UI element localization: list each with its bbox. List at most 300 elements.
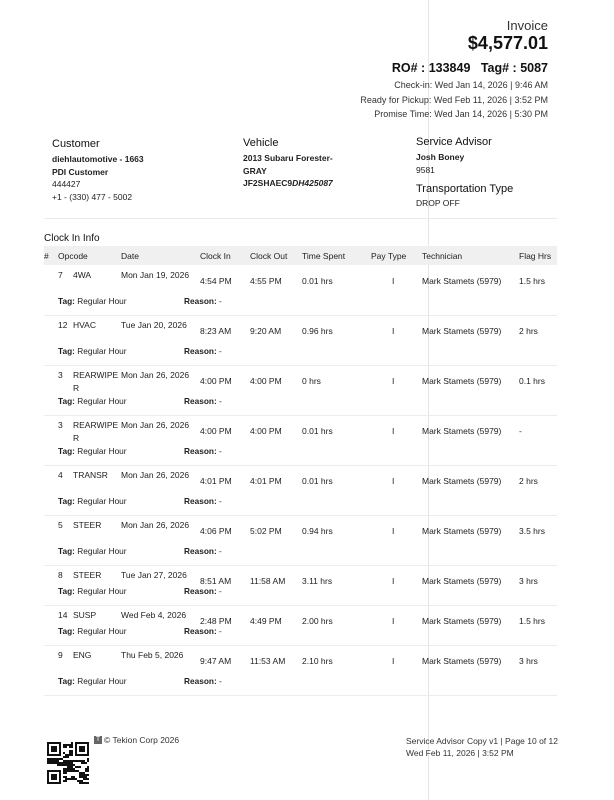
cell-opcode: REARWIPER xyxy=(73,420,119,443)
qr-module xyxy=(57,762,59,764)
qr-module xyxy=(75,754,89,756)
tag-label: Tag: xyxy=(58,546,75,556)
qr-module xyxy=(51,774,57,780)
qr-module xyxy=(47,754,61,756)
row-tag xyxy=(58,546,127,556)
cell-date: Mon Jan 26, 2026 xyxy=(121,470,190,480)
qr-module xyxy=(51,762,53,764)
customer-phone: +1 - (330) 477 - 5002 xyxy=(52,191,133,202)
qr-module xyxy=(65,770,67,772)
qr-module xyxy=(61,762,63,764)
tag-value: Regular Hour xyxy=(77,396,127,406)
qr-module xyxy=(69,754,71,756)
qr-module xyxy=(63,772,65,774)
qr-module xyxy=(65,768,67,770)
cell-clock-out: 4:00 PM xyxy=(250,426,282,436)
cell-time-spent: 0.96 hrs xyxy=(302,326,333,336)
qr-module xyxy=(47,742,61,744)
table-row xyxy=(44,416,557,466)
cell-opcode: 4WA xyxy=(73,270,92,280)
cell-date: Tue Jan 20, 2026 xyxy=(121,320,187,330)
cell-date: Thu Feb 5, 2026 xyxy=(121,650,184,660)
cell-num: 14 xyxy=(58,610,68,620)
cell-technician: Mark Stamets (5979) xyxy=(422,426,502,436)
qr-module xyxy=(47,770,49,784)
advisor-title: Service Advisor xyxy=(416,136,492,148)
cell-technician: Mark Stamets (5979) xyxy=(422,526,502,536)
qr-module xyxy=(77,766,79,768)
qr-module xyxy=(63,746,65,748)
table-row xyxy=(44,646,557,696)
cell-opcode: STEER xyxy=(73,520,102,530)
qr-module xyxy=(53,762,55,764)
qr-module xyxy=(59,742,61,756)
table-row xyxy=(44,316,557,366)
cell-pay-type: I xyxy=(392,426,395,436)
qr-module xyxy=(63,780,65,782)
qr-module xyxy=(81,774,83,776)
tag-label: Tag: xyxy=(58,446,75,456)
reason-label: Reason: xyxy=(184,546,217,556)
cell-flag-hrs: 2 hrs xyxy=(519,476,538,486)
qr-module xyxy=(65,746,67,748)
reason-value: - xyxy=(219,676,222,686)
reason-label: Reason: xyxy=(184,446,217,456)
qr-module xyxy=(69,768,71,770)
qr-module xyxy=(73,770,75,772)
qr-module xyxy=(81,780,83,782)
qr-module xyxy=(81,772,83,774)
qr-module xyxy=(87,782,89,784)
qr-module xyxy=(75,742,89,744)
cell-opcode: ENG xyxy=(73,650,92,660)
qr-module xyxy=(63,764,65,766)
ro-number: 133849 xyxy=(428,61,471,75)
qr-module xyxy=(69,746,71,748)
qr-module xyxy=(87,778,89,780)
cell-technician: Mark Stamets (5979) xyxy=(422,616,502,626)
row-tag xyxy=(58,346,127,356)
qr-module xyxy=(71,752,73,754)
qr-module xyxy=(69,744,71,746)
qr-module xyxy=(51,746,57,752)
qr-module xyxy=(65,772,67,774)
transport-title: Transportation Type xyxy=(416,183,514,195)
cell-pay-type: I xyxy=(392,276,395,286)
clock-in-title: Clock In Info xyxy=(44,233,100,244)
qr-module xyxy=(77,760,79,762)
qr-module xyxy=(71,750,73,752)
qr-module xyxy=(69,770,71,772)
cell-technician: Mark Stamets (5979) xyxy=(422,576,502,586)
qr-module xyxy=(47,770,61,772)
qr-module xyxy=(73,768,75,770)
footer-page-info xyxy=(406,735,558,759)
cell-time-spent: 3.11 hrs xyxy=(302,576,333,586)
row-reason xyxy=(184,346,222,356)
qr-module xyxy=(69,764,71,766)
qr-module xyxy=(69,760,71,762)
vehicle-section xyxy=(243,137,333,190)
qr-module xyxy=(79,766,81,768)
qr-module xyxy=(75,766,77,768)
copyright-text: © Tekion Corp 2026 xyxy=(104,735,180,745)
qr-module xyxy=(77,770,79,772)
cell-technician: Mark Stamets (5979) xyxy=(422,376,502,386)
tekion-logo-icon: T xyxy=(95,736,101,743)
row-reason xyxy=(184,586,222,596)
cell-pay-type: I xyxy=(392,476,395,486)
qr-module xyxy=(67,762,69,764)
qr-module xyxy=(81,762,83,764)
cell-flag-hrs: 1.5 hrs xyxy=(519,616,545,626)
qr-module xyxy=(79,760,81,762)
cell-flag-hrs: 0.1 hrs xyxy=(519,376,545,386)
advisor-name: Josh Boney xyxy=(416,152,465,162)
qr-module xyxy=(85,770,87,772)
row-reason xyxy=(184,546,222,556)
qr-module xyxy=(87,760,89,762)
qr-module xyxy=(87,742,89,756)
qr-module xyxy=(69,778,71,780)
qr-module xyxy=(83,776,85,778)
qr-module xyxy=(71,770,73,772)
qr-module xyxy=(73,764,75,766)
qr-module xyxy=(79,782,81,784)
cell-num: 9 xyxy=(58,650,63,660)
cell-num: 3 xyxy=(58,420,63,430)
qr-module xyxy=(65,762,67,764)
qr-module xyxy=(75,760,77,762)
cell-technician: Mark Stamets (5979) xyxy=(422,326,502,336)
cell-time-spent: 0.01 hrs xyxy=(302,426,333,436)
cell-clock-in: 4:06 PM xyxy=(200,526,232,536)
table-row xyxy=(44,466,557,516)
tag-number: 5087 xyxy=(520,61,548,75)
vehicle-model: 2013 Subaru Forester- xyxy=(243,153,333,163)
qr-module xyxy=(49,762,51,764)
header-time-spent: Time Spent xyxy=(302,251,346,261)
qr-module xyxy=(69,766,71,768)
qr-module xyxy=(67,770,69,772)
table-row xyxy=(44,566,557,606)
qr-module xyxy=(67,760,69,762)
cell-clock-out: 9:20 AM xyxy=(250,326,282,336)
qr-module xyxy=(65,764,67,766)
qr-module xyxy=(85,774,87,776)
row-tag xyxy=(58,296,127,306)
cell-flag-hrs: 2 hrs xyxy=(519,326,538,336)
qr-module xyxy=(65,756,67,758)
reason-label: Reason: xyxy=(184,676,217,686)
qr-module xyxy=(65,778,67,780)
qr-module xyxy=(87,768,89,770)
qr-module xyxy=(51,758,53,760)
invoice-total: $4,577.01 xyxy=(467,33,548,53)
qr-module xyxy=(87,758,89,760)
customer-title: Customer xyxy=(52,138,100,150)
cell-clock-in: 8:23 AM xyxy=(200,326,232,336)
tag-label: Tag: xyxy=(58,496,75,506)
reason-value: - xyxy=(219,346,222,356)
qr-module xyxy=(69,762,71,764)
customer-section xyxy=(52,138,144,203)
qr-module xyxy=(71,746,73,748)
cell-num: 3 xyxy=(58,370,63,380)
reason-label: Reason: xyxy=(184,296,217,306)
cell-date: Mon Jan 26, 2026 xyxy=(121,420,190,430)
reason-value: - xyxy=(219,546,222,556)
qr-module xyxy=(55,762,57,764)
qr-module xyxy=(85,762,87,764)
cell-clock-out: 4:55 PM xyxy=(250,276,282,286)
table-row xyxy=(44,606,557,646)
cell-clock-in: 9:47 AM xyxy=(200,656,232,666)
table-header xyxy=(44,246,557,265)
qr-module xyxy=(63,752,65,754)
qr-module xyxy=(83,772,85,774)
checkin-time: Check-in: Wed Jan 14, 2026 | 9:46 AM xyxy=(394,80,548,90)
row-reason xyxy=(184,396,222,406)
cell-clock-in: 4:00 PM xyxy=(200,426,232,436)
cell-clock-out: 4:01 PM xyxy=(250,476,282,486)
qr-module xyxy=(67,754,69,756)
reason-value: - xyxy=(219,586,222,596)
reason-value: - xyxy=(219,296,222,306)
advisor-id: 9581 xyxy=(416,164,435,175)
qr-module xyxy=(65,760,67,762)
row-tag xyxy=(58,626,127,636)
qr-module xyxy=(65,754,67,756)
tag-value: Regular Hour xyxy=(77,446,127,456)
qr-module xyxy=(63,760,65,762)
qr-module xyxy=(83,782,85,784)
reason-label: Reason: xyxy=(184,396,217,406)
cell-date: Tue Jan 27, 2026 xyxy=(121,570,187,580)
ready-time: Ready for Pickup: Wed Feb 11, 2026 | 3:52 PM xyxy=(360,94,548,105)
vehicle-vin xyxy=(243,177,333,190)
qr-module xyxy=(65,776,67,778)
reason-value: - xyxy=(219,396,222,406)
qr-module xyxy=(71,764,73,766)
section-divider xyxy=(44,218,557,219)
qr-module xyxy=(71,768,73,770)
qr-module xyxy=(61,758,63,760)
customer-type: PDI Customer xyxy=(52,166,109,177)
cell-clock-in: 4:00 PM xyxy=(200,376,232,386)
qr-module xyxy=(57,758,59,760)
qr-module xyxy=(81,776,83,778)
cell-opcode: STEER xyxy=(73,570,102,580)
qr-module xyxy=(79,780,81,782)
cell-num: 4 xyxy=(58,470,63,480)
vin-suffix: DH425087 xyxy=(292,178,333,188)
ro-label: RO# : xyxy=(391,61,429,75)
qr-module xyxy=(71,778,73,780)
row-tag xyxy=(58,446,127,456)
cell-time-spent: 0.94 hrs xyxy=(302,526,333,536)
printed-date: Wed Feb 11, 2026 | 3:52 PM xyxy=(406,748,514,758)
qr-module xyxy=(85,778,87,780)
qr-module xyxy=(71,744,73,746)
tag-value: Regular Hour xyxy=(77,586,127,596)
qr-module xyxy=(49,758,51,760)
row-reason xyxy=(184,626,222,636)
cell-clock-out: 11:58 AM xyxy=(250,576,286,586)
qr-module xyxy=(55,758,57,760)
qr-module xyxy=(51,760,53,762)
cell-date: Wed Feb 4, 2026 xyxy=(121,610,187,620)
qr-module xyxy=(87,770,89,772)
copy-info: Service Advisor Copy v1 | Page 10 of 12 xyxy=(406,736,558,746)
cell-clock-in: 4:01 PM xyxy=(200,476,232,486)
cell-clock-out: 4:00 PM xyxy=(250,376,282,386)
table-row xyxy=(44,266,557,316)
qr-module xyxy=(63,756,65,758)
cell-flag-hrs: 1.5 hrs xyxy=(519,276,545,286)
qr-module xyxy=(83,774,85,776)
cell-flag-hrs: 3 hrs xyxy=(519,656,538,666)
vehicle-color: GRAY xyxy=(243,165,267,176)
cell-clock-in: 8:51 AM xyxy=(200,576,232,586)
qr-module xyxy=(81,760,83,762)
reason-value: - xyxy=(219,626,222,636)
qr-module xyxy=(87,766,89,768)
qr-module xyxy=(79,774,81,776)
table-row xyxy=(44,366,557,416)
tag-label: Tag: xyxy=(58,586,75,596)
tag-value: Regular Hour xyxy=(77,496,127,506)
cell-clock-in: 4:54 PM xyxy=(200,276,232,286)
cell-technician: Mark Stamets (5979) xyxy=(422,656,502,666)
row-reason xyxy=(184,496,222,506)
header-technician: Technician xyxy=(422,251,463,261)
cell-num: 12 xyxy=(58,320,68,330)
header-pay-type: Pay Type xyxy=(371,251,407,261)
cell-pay-type: I xyxy=(392,616,395,626)
row-tag xyxy=(58,586,127,596)
qr-module xyxy=(67,764,69,766)
qr-module xyxy=(61,764,63,766)
qr-module xyxy=(71,762,73,764)
qr-module xyxy=(73,776,75,778)
qr-module xyxy=(55,760,57,762)
cell-opcode: REARWIPER xyxy=(73,370,119,393)
cell-technician: Mark Stamets (5979) xyxy=(422,276,502,286)
cell-time-spent: 0 hrs xyxy=(302,376,321,386)
tag-value: Regular Hour xyxy=(77,346,127,356)
qr-module xyxy=(81,782,83,784)
row-reason xyxy=(184,676,222,686)
tag-label: Tag: xyxy=(58,676,75,686)
qr-module xyxy=(47,760,49,762)
row-tag xyxy=(58,396,127,406)
qr-module xyxy=(63,768,65,770)
cell-date: Mon Jan 26, 2026 xyxy=(121,370,190,380)
qr-module xyxy=(67,756,69,758)
row-divider xyxy=(44,695,557,696)
qr-module xyxy=(63,744,65,746)
tag-label: Tag: xyxy=(58,346,75,356)
row-tag xyxy=(58,496,127,506)
qr-module xyxy=(79,772,81,774)
qr-module xyxy=(87,774,89,776)
tag-value: Regular Hour xyxy=(77,296,127,306)
cell-time-spent: 2.10 hrs xyxy=(302,656,333,666)
qr-module xyxy=(47,742,49,756)
qr-module xyxy=(73,760,75,762)
qr-module xyxy=(63,762,65,764)
promise-time: Promise Time: Wed Jan 14, 2026 | 5:30 PM xyxy=(374,109,548,119)
cell-date: Mon Jan 19, 2026 xyxy=(121,270,190,280)
qr-module xyxy=(59,764,61,766)
qr-module xyxy=(71,754,73,756)
reason-label: Reason: xyxy=(184,586,217,596)
qr-code-icon xyxy=(47,742,89,784)
table-row xyxy=(44,516,557,566)
qr-module xyxy=(57,760,59,762)
qr-module xyxy=(65,744,67,746)
qr-module xyxy=(57,764,59,766)
cell-flag-hrs: 3.5 hrs xyxy=(519,526,545,536)
header-num: # xyxy=(44,251,49,261)
qr-module xyxy=(47,758,49,760)
cell-pay-type: I xyxy=(392,576,395,586)
qr-module xyxy=(75,742,77,756)
cell-opcode: HVAC xyxy=(73,320,96,330)
qr-module xyxy=(53,760,55,762)
qr-module xyxy=(63,776,65,778)
qr-module xyxy=(67,768,69,770)
qr-module xyxy=(59,762,61,764)
tag-label: Tag: xyxy=(58,296,75,306)
cell-pay-type: I xyxy=(392,656,395,666)
cell-time-spent: 0.01 hrs xyxy=(302,276,333,286)
qr-module xyxy=(73,778,75,780)
qr-module xyxy=(59,770,61,784)
qr-module xyxy=(75,770,77,772)
qr-module xyxy=(85,776,87,778)
cell-num: 8 xyxy=(58,570,63,580)
cell-date: Mon Jan 26, 2026 xyxy=(121,520,190,530)
cell-clock-out: 11:53 AM xyxy=(250,656,286,666)
qr-module xyxy=(49,760,51,762)
qr-module xyxy=(75,778,77,780)
qr-module xyxy=(71,742,73,744)
header-clock-in: Clock In xyxy=(200,251,231,261)
customer-name: diehlautomotive - 1663 xyxy=(52,154,144,164)
cell-technician: Mark Stamets (5979) xyxy=(422,476,502,486)
qr-module xyxy=(69,750,71,752)
tag-label: Tag# : xyxy=(480,61,521,75)
row-tag xyxy=(58,676,127,686)
qr-module xyxy=(77,780,79,782)
cell-clock-out: 4:49 PM xyxy=(250,616,282,626)
advisor-section xyxy=(416,136,513,210)
cell-opcode: SUSP xyxy=(73,610,97,620)
invoice-dates xyxy=(360,78,548,122)
qr-module xyxy=(67,744,69,746)
cell-opcode: TRANSR xyxy=(73,470,108,480)
row-reason xyxy=(184,296,222,306)
tag-label: Tag: xyxy=(58,626,75,636)
qr-module xyxy=(63,770,65,772)
qr-module xyxy=(71,766,73,768)
cell-time-spent: 0.01 hrs xyxy=(302,476,333,486)
cell-clock-in: 2:48 PM xyxy=(200,616,232,626)
vehicle-title: Vehicle xyxy=(243,137,279,149)
qr-module xyxy=(71,760,73,762)
